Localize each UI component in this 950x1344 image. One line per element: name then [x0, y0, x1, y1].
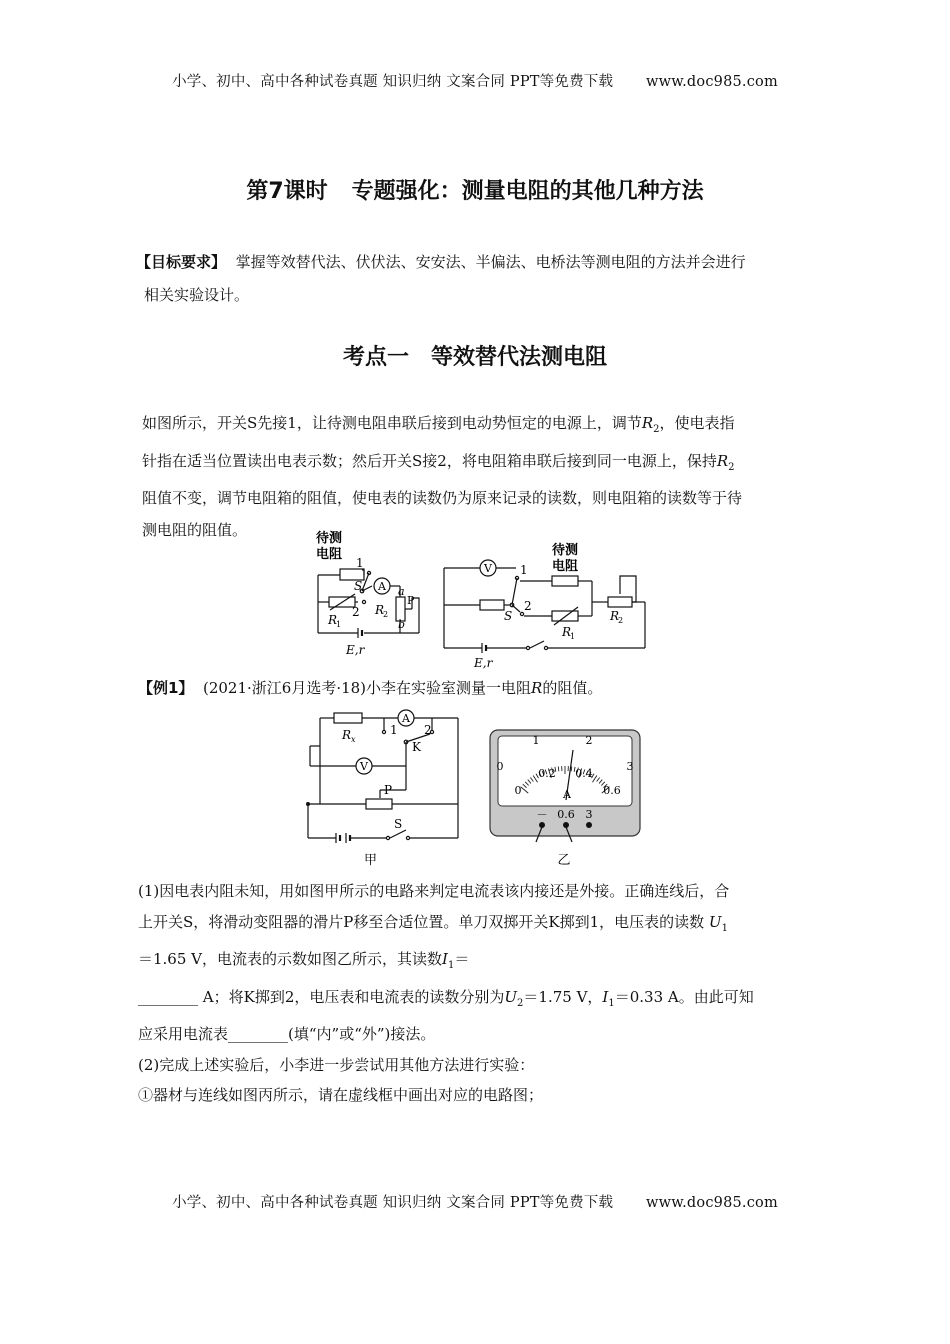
r2-label: R: [610, 609, 620, 623]
question-text: (1)因电表内阻未知，用如图甲所示的电路来判定电流表该内接还是外接。正确连线后，合: [138, 882, 730, 900]
intro-text: 如图所示，开关S先接1，让待测电阻串联后接到电动势恒定的电源上，调节: [142, 414, 642, 432]
question-text: A；将K掷到2，电压表和电流表的读数分别为: [202, 987, 505, 1006]
switch-pos-2: 2: [524, 599, 532, 613]
source-label: E,r: [474, 656, 493, 670]
symbol-i: I: [602, 987, 609, 1006]
question-text: (填“内”或“外”)接法。: [288, 1025, 436, 1043]
switch-pos-1: 1: [520, 563, 528, 577]
subscript: 2: [653, 424, 660, 435]
terminal-label: 0.6: [557, 808, 575, 821]
question-text: 上开关S，将滑动变阻器的滑片P移至合适位置。单刀双掷开关K掷到1，电压表的读数: [138, 912, 705, 931]
intro-text: 测电阻的阻值。: [142, 520, 248, 539]
r2-label: R: [375, 603, 385, 617]
scale-label: 0.6: [603, 784, 621, 797]
question-text: (2)完成上述实验后，小李进一步尝试用其他方法进行实验：: [138, 1055, 535, 1074]
section-number: 考点一: [342, 345, 409, 370]
lesson-number: 第7课时: [246, 179, 328, 204]
substitution-circuit-left: [300, 528, 440, 664]
footer-url[interactable]: www.doc985.com: [645, 1195, 778, 1211]
example-1: [138, 677, 818, 698]
header-text: 小学、初中、高中各种试卷真题 知识归纳 文案合同 PPT等免费下载: [172, 74, 614, 90]
symbol-r: R: [531, 679, 543, 697]
symbol-u: U: [708, 912, 722, 931]
subscript: 2: [728, 461, 735, 473]
subscript: 1: [608, 997, 615, 1009]
slider-p: P: [384, 783, 393, 797]
figure-jia-circuit: [300, 706, 470, 868]
question-text: ＝1.75 V，: [523, 987, 603, 1006]
example-text: 的阻值。: [542, 679, 603, 697]
terminal-label: －: [536, 808, 548, 821]
goal-line-1: 掌握等效替代法、伏伏法、安安法、半偏法、电桥法等测电阻的方法并会进行: [235, 253, 746, 271]
ammeter-icon: A: [402, 712, 410, 725]
voltmeter-icon: V: [360, 760, 368, 773]
question-text: ①器材与连线如图丙所示，请在虚线框中画出对应的电路图；: [138, 1086, 544, 1104]
switch-pos-1: 1: [390, 723, 398, 737]
switch-s-label: S: [394, 817, 403, 831]
switch-k-label: K: [412, 740, 421, 754]
question-text: ＝0.33 A。由此可知: [614, 987, 754, 1006]
switch-pos-2: 2: [424, 723, 432, 737]
scale-tick: [558, 766, 559, 771]
subscript: x: [351, 735, 356, 744]
intro-text: 针指在适当位置读出电表示数；然后开关S接2，将电阻箱串联后接到同一电源上，保持: [142, 451, 717, 470]
subscript: 1: [721, 922, 728, 934]
symbol-r: R: [641, 414, 654, 432]
scale-label: 1: [532, 734, 540, 747]
subscript: 2: [618, 616, 624, 625]
switch-pos-2: 2: [352, 605, 360, 619]
subscript: 2: [383, 610, 389, 619]
header-url[interactable]: www.doc985.com: [645, 74, 778, 90]
answer-blank[interactable]: ________: [138, 987, 198, 1006]
questions: [138, 876, 818, 1111]
rx-label: 电阻: [316, 547, 343, 562]
page-header: [0, 70, 950, 91]
lesson-topic: 专题强化：测量电阻的其他几种方法: [351, 179, 704, 204]
switch-label: S: [354, 579, 363, 593]
r1-label: R: [328, 613, 338, 627]
ammeter-icon: A: [378, 580, 386, 593]
scale-label: 0.4: [575, 767, 593, 780]
scale-tick: [571, 766, 572, 771]
unit-label: A: [563, 788, 571, 801]
rx-label: 电阻: [552, 559, 579, 574]
substitution-circuit-right: [440, 538, 660, 674]
footer-text: 小学、初中、高中各种试卷真题 知识归纳 文案合同 PPT等免费下载: [172, 1195, 614, 1211]
learning-goal: [136, 246, 816, 312]
figure-caption: 乙: [557, 853, 571, 868]
subscript: 1: [570, 632, 576, 641]
subscript: 1: [336, 620, 342, 629]
r1-label: R: [562, 625, 572, 639]
rx-label: R: [342, 728, 352, 742]
scale-label: 3: [626, 760, 634, 773]
voltmeter-icon: V: [484, 562, 492, 575]
source-label: E,r: [346, 643, 365, 657]
section-heading: [0, 340, 950, 371]
question-text: ＝: [454, 950, 470, 968]
subscript: 1: [447, 960, 455, 971]
scale-label: 0: [496, 760, 504, 773]
symbol-r: R: [716, 451, 729, 470]
symbol-u: U: [504, 987, 518, 1006]
terminal-label: 3: [585, 808, 593, 821]
rx-label: 待测: [316, 531, 343, 546]
figure-yi-ammeter: [488, 728, 644, 870]
goal-tag: 【目标要求】: [136, 253, 227, 271]
section-name: 等效替代法测电阻: [431, 345, 608, 370]
scale-label: 2: [585, 734, 593, 747]
goal-line-2: 相关实验设计。: [144, 286, 250, 304]
scale-label: 0: [514, 784, 522, 797]
question-text: 应采用电流表: [138, 1025, 229, 1043]
scale-label: 0.2: [538, 767, 556, 780]
example-text: 小李在实验室测量一电阻: [366, 679, 532, 697]
intro-text: 阻值不变，调节电阻箱的阻值，使电表的读数仍为原来记录的读数，则电阻箱的读数等于待: [142, 489, 743, 507]
rx-label: 待测: [552, 543, 579, 558]
page-title: [0, 174, 950, 205]
intro-paragraph: [142, 408, 814, 546]
answer-blank[interactable]: ________: [228, 1025, 289, 1043]
example-source: (2021·浙江6月选考·18): [202, 679, 367, 697]
terminal-b: b: [398, 618, 406, 631]
figure-caption: 甲: [364, 853, 378, 868]
terminal-a: a: [398, 585, 405, 598]
symbol-i: I: [442, 950, 448, 968]
intro-text: ，使电表指: [659, 414, 735, 432]
slider-p: P: [407, 594, 415, 607]
switch-label: S: [504, 609, 513, 623]
question-text: ＝1.65 V，电流表的示数如图乙所示，其读数: [138, 950, 443, 968]
subscript: 2: [517, 997, 524, 1009]
example-tag: 【例1】: [138, 679, 194, 697]
page-footer: [0, 1191, 950, 1212]
switch-pos-1: 1: [356, 556, 364, 570]
